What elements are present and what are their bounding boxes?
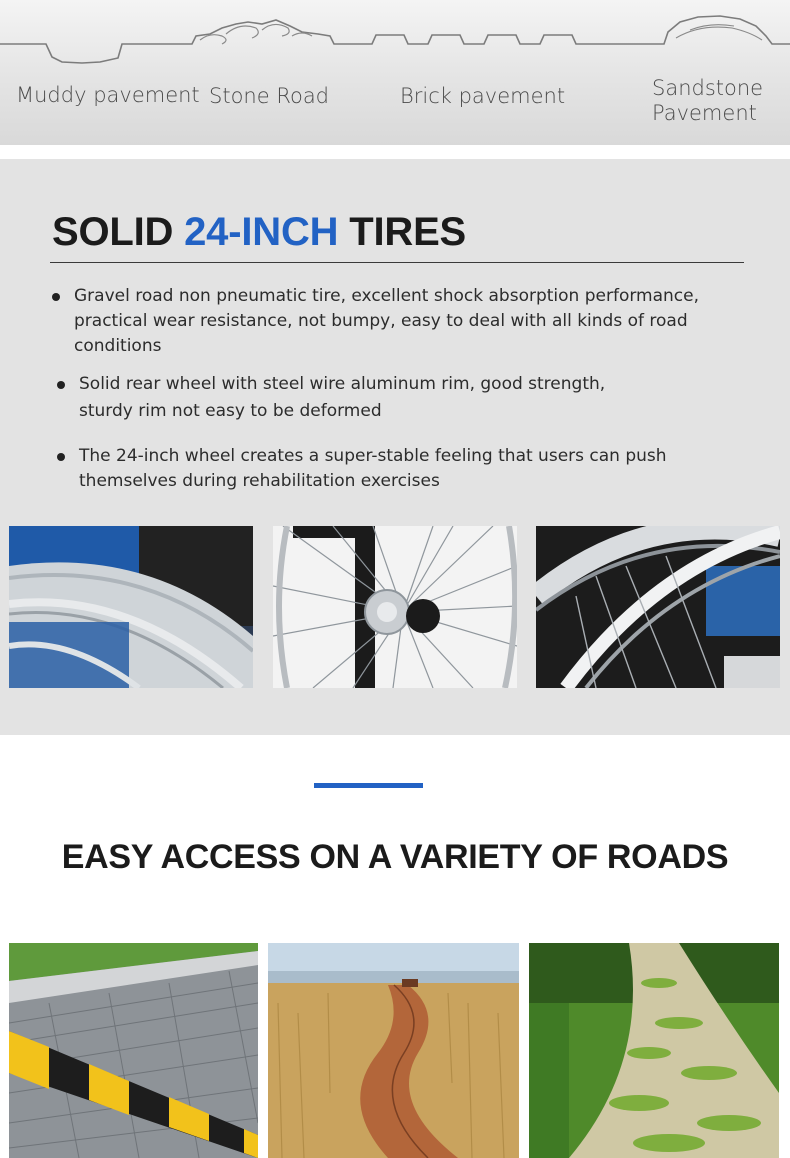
road-label-brick: Brick pavement [400, 84, 566, 108]
stone-path-road-photo [529, 943, 779, 1158]
feature-bullet-3 [79, 444, 667, 494]
bullet-1-line-3: conditions [74, 336, 162, 356]
bullet-1-line-2: practical wear resistance, not bumpy, easy to deal with all kinds of road [74, 311, 688, 331]
section-spacer [0, 145, 790, 159]
access-heading: EASY ACCESS ON A VARIETY OF ROADS [61, 838, 729, 876]
road-profile-band [0, 0, 790, 145]
tires-section [0, 159, 790, 735]
wheel-hub-photo [273, 526, 517, 688]
bullet-3-line-1: The 24-inch wheel creates a super-stable feeling that users can push [79, 446, 667, 466]
speed-bump-road-photo [9, 943, 258, 1158]
bullet-dot-icon [52, 293, 60, 301]
heading-divider [50, 262, 744, 263]
road-label-stone: Stone Road [209, 84, 330, 108]
tires-heading-suffix: TIRES [338, 210, 467, 254]
bullet-dot-icon [57, 381, 65, 389]
tires-heading [52, 209, 466, 255]
rim-closeup-photo [536, 526, 780, 688]
tire-closeup-photo [9, 526, 253, 688]
feature-bullet-2 [79, 372, 605, 424]
feature-bullet-1 [74, 284, 699, 359]
bullet-2-line-2: sturdy rim not easy to be deformed [79, 401, 382, 421]
road-label-muddy: Muddy pavement [16, 83, 200, 107]
accent-bar [314, 783, 423, 788]
bullet-3-line-2: themselves during rehabilitation exercises [79, 471, 440, 491]
bullet-1-line-1: Gravel road non pneumatic tire, excellent shock absorption performance, [74, 286, 699, 306]
bullet-2-line-1: Solid rear wheel with steel wire aluminum rim, good strength, [79, 374, 606, 394]
bullet-dot-icon [57, 453, 65, 461]
tires-heading-accent: 24-INCH [184, 210, 339, 254]
tires-heading-prefix: SOLID [52, 210, 185, 254]
road-label-sandstone: Sandstone Pavement [652, 76, 764, 125]
boardwalk-road-photo [268, 943, 519, 1158]
